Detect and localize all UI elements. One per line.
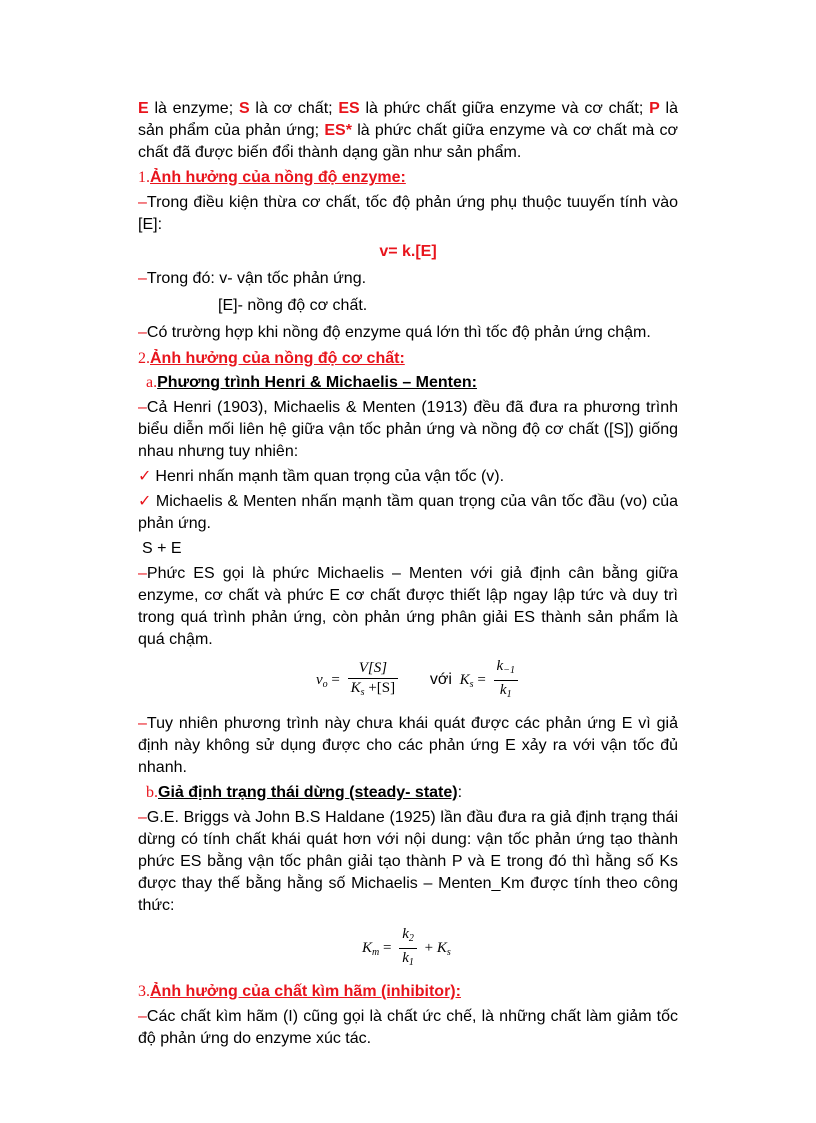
subsection-number: b. [146, 784, 158, 801]
text: Trong điều kiện thừa cơ chất, tốc độ phản ứng phụ thuộc tuuyến tính vào [E]: [138, 194, 678, 233]
subsection-a-heading [138, 372, 678, 394]
dash-bullet: – [138, 324, 147, 341]
sec1-paragraph-2 [138, 268, 678, 290]
text: Các chất kìm hãm (I) cũng gọi là chất ức chế, là những chất làm giảm tốc độ phản ứng do enzyme xúc tác. [138, 1008, 678, 1047]
eq-sub: 1 [408, 957, 414, 968]
text: : [457, 784, 463, 801]
fraction [399, 925, 417, 972]
km-equation: $K_m$ = $\frac{k_2}{k_1}$ + $K_s$ [138, 925, 678, 975]
intro-paragraph [138, 98, 678, 164]
eq-lhs-sub: m [372, 946, 380, 958]
eq-sub: s [446, 946, 451, 958]
text: Phức ES gọi là phức Michaelis – Menten với giả định cân bằng giữa enzyme, cơ chất và phức E cơ chất được thiết lập ngay lập tức và duy trì trong quá trình phản ứng, còn phản ứng phân giải ES thành sản phẩm là quá chậm. [138, 565, 678, 648]
check-icon: ✓ [138, 493, 152, 510]
eq-lhs-sub: o [322, 678, 328, 690]
text: Tuy nhiên phương trình này chưa khái quát được các phản ứng E vì giả định này không sử dụng được cho các phản ứng E xảy ra với vận tốc đủ nhanh. [138, 715, 678, 776]
check-item-2 [138, 491, 678, 535]
eq-sub: 1 [506, 689, 512, 700]
formula-v-ke: v= k.[E] [379, 243, 437, 260]
text: Henri nhấn mạnh tầm quan trọng của vận tốc (v). [155, 468, 505, 485]
section-number: 3. [138, 983, 150, 1000]
check-item-1 [138, 466, 678, 488]
section-title: Ảnh hưởng của nồng độ enzyme: [150, 169, 406, 186]
sec3-paragraph-1 [138, 1006, 678, 1050]
eq-sub: s [360, 687, 365, 698]
plus-sign: + [424, 939, 434, 956]
dash-bullet: – [138, 809, 147, 826]
section-title: Ảnh hưởng của nồng độ cơ chất: [150, 350, 405, 367]
text: Có trường hợp khi nồng độ enzyme quá lớn thì tốc độ phản ứng chậm. [146, 324, 651, 341]
reaction-equation: S + E [142, 540, 182, 557]
text: là sản phẩm của phản ứng; [138, 100, 678, 139]
eq-rest: +[S] [364, 680, 396, 696]
dash-bullet: – [138, 715, 147, 732]
eq-k: K [436, 939, 447, 956]
term-p: P [649, 100, 660, 117]
subsection-title: Phương trình Henri & Michaelis – Menten: [157, 374, 477, 391]
sec2-paragraph-1 [138, 397, 678, 463]
section-1-heading [138, 167, 678, 189]
text: Michaelis & Menten nhấn mạnh tầm quan trọng của vân tốc đầu (vo) của phản ứng. [138, 493, 678, 532]
subsection-b-heading [138, 782, 678, 804]
eq-k: k [402, 926, 409, 942]
text: Cả Henri (1903), Michaelis & Menten (1913) đều đã đưa ra phương trình biểu diễn mối liên hệ giữa vận tốc phản ứng và nồng độ cơ chất ([S]) giống nhau nhưng tuy nhiên: [138, 399, 678, 460]
dash-bullet: – [138, 565, 147, 582]
denominator [494, 681, 518, 704]
with-word: với [429, 670, 452, 688]
dash-bullet: – [138, 399, 147, 416]
section-3-heading [138, 981, 678, 1003]
numerator [494, 657, 518, 681]
eq-sub: 2 [408, 933, 414, 944]
dash-bullet: – [138, 270, 147, 287]
eq-k: k [402, 950, 409, 966]
eq-k: k [499, 682, 507, 698]
text: là enzyme; [148, 100, 239, 117]
numerator: V[S] [348, 659, 398, 679]
section-title: Ảnh hưởng của chất kìm hãm (inhibitor): [150, 983, 461, 1000]
dash-bullet: – [138, 1008, 147, 1025]
text: là phức chất giữa enzyme và cơ chất mà cơ chất đã được biến đổi thành dạng gần như sản phẩm. [138, 122, 679, 161]
text: là phức chất giữa enzyme và cơ chất; [359, 100, 650, 117]
eq-sub: −1 [503, 665, 515, 676]
text: G.E. Briggs và John B.S Haldane (1925) lần đầu đưa ra giả định trạng thái dừng có tính chất khái quát hơn với nội dung: vận tốc phản ứng tạo thành phức ES bằng vận tốc phân giải tạo thành P và E trong đó thì hằng số Ks được thay thế bằng hằng số Michaelis – Menten_Km được tính theo công thức: [138, 809, 678, 914]
text: Trong đó: v- vận tốc phản ứng. [146, 270, 367, 287]
fraction [494, 657, 518, 704]
sec1-paragraph-1 [138, 192, 678, 236]
subsection-title: Giả định trạng thái dừng (steady- state) [158, 784, 458, 801]
sec2-paragraph-3 [138, 713, 678, 779]
text: là cơ chất; [249, 100, 339, 117]
term-e: E [138, 100, 149, 117]
dash-bullet: – [138, 194, 147, 211]
sec1-paragraph-4 [138, 322, 678, 344]
eq-sub: s [469, 678, 474, 690]
eq-k: K [350, 680, 361, 696]
michaelis-equation: $v_o$ = $\frac{V[S]}{K_s +[S]}$ với $K_s$ = $\frac{k_{-1}}{k_1}$ [138, 657, 678, 709]
sec1-paragraph-3: [E]- nồng độ cơ chất. [218, 297, 368, 314]
subsection-number: a. [146, 374, 158, 391]
section-number: 1. [138, 169, 150, 186]
eq-k: k [496, 658, 504, 674]
document-page [138, 98, 678, 1050]
section-number: 2. [138, 350, 150, 367]
section-2-heading [138, 348, 678, 370]
term-es-star: ES* [324, 122, 352, 139]
eq-lhs: v [316, 671, 323, 688]
sec2-paragraph-4 [138, 807, 678, 917]
fraction [348, 659, 398, 702]
denominator [348, 679, 398, 702]
denominator [399, 949, 417, 972]
numerator [399, 925, 417, 949]
check-icon: ✓ [138, 468, 152, 485]
eq-k: K [459, 671, 470, 688]
term-s: S [238, 100, 250, 117]
sec2-paragraph-2 [138, 563, 678, 651]
term-es: ES [338, 100, 360, 117]
eq-lhs: K [362, 939, 373, 956]
